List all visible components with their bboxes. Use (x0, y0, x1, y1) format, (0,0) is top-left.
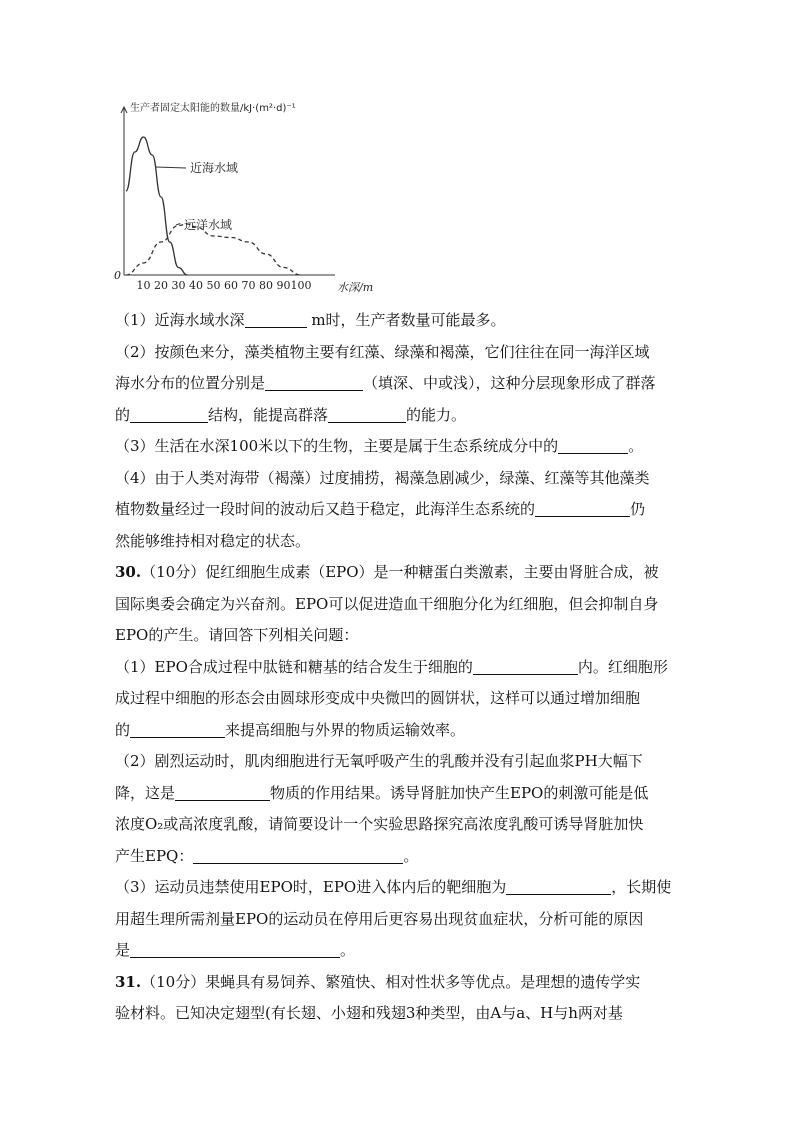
text-line (115, 337, 685, 369)
text-line (115, 746, 685, 778)
answer-blank[interactable] (175, 782, 270, 801)
text-segment: （1）EPO合成过程中肽链和糖基的结合发生于细胞的 (115, 657, 473, 676)
x-axis-label: 水深/m (337, 281, 374, 294)
text-segment: （10分）果蝇具有易饲养、繁殖快、相对性状多等优点。是理想的遗传学实 (141, 972, 641, 991)
text-segment: 内。红细胞形 (577, 657, 668, 676)
text-segment: 浓度O₂或高浓度乳酸，请简要设计一个实验思路探究高浓度乳酸可诱导肾脏加快 (115, 815, 644, 833)
text-segment: 。 (403, 846, 419, 865)
text-line (115, 683, 685, 715)
x-tick-label: 80 (259, 279, 273, 292)
text-segment: 降，这是 (115, 783, 176, 802)
answer-blank[interactable] (130, 719, 225, 738)
text-line (115, 841, 685, 873)
text-segment: （3）生活在水深100米以下的生物，主要是属于生态系统成分中的 (115, 437, 559, 455)
text-line (115, 809, 685, 841)
text-segment: （3）运动员违禁使用EPO时，EPO进入体内后的靶细胞为 (115, 878, 507, 896)
text-line (115, 557, 685, 589)
x-tick-label: 60 (224, 279, 238, 292)
text-segment: 海水分布的位置分别是 (115, 374, 266, 392)
chart-svg (110, 95, 374, 295)
question-text (115, 305, 685, 1030)
series-label-nearshore: 近海水域 (190, 161, 239, 175)
text-segment: 来提高细胞与外界的物质运输效率。 (225, 720, 466, 739)
leader-line (176, 224, 180, 226)
answer-blank[interactable] (193, 845, 403, 864)
text-segment: 物质的作用结果。诱导肾脏加快产生EPO的刺激可能是低 (270, 783, 649, 802)
answer-blank[interactable] (130, 939, 340, 958)
text-segment: ，长期使 (611, 878, 672, 896)
text-segment: （10分）促红细胞生成素（EPO）是一种糖蛋白类激素，主要由肾脏合成，被 (141, 563, 659, 581)
y-axis-label: 生产者固定太阳能的数量/kJ·(m²·d)⁻¹ (130, 103, 296, 114)
text-line (115, 494, 685, 526)
text-segment: 结构，能提高群落 (208, 405, 329, 424)
depth-energy-chart (110, 95, 374, 295)
text-segment: EPO的产生。请回答下列相关问题： (115, 626, 359, 644)
leader-line (156, 167, 186, 168)
text-line (115, 368, 685, 400)
question-number: 30. (115, 563, 142, 581)
text-line (115, 400, 685, 432)
text-line (115, 526, 685, 558)
text-segment: 的能力。 (406, 405, 467, 424)
text-line (115, 431, 685, 463)
text-line (115, 935, 685, 967)
text-segment: （2）剧烈运动时，肌肉细胞进行无氧呼吸产生的乳酸并没有引起血浆PH大幅下 (115, 752, 643, 770)
x-tick-label: 10 (136, 279, 151, 292)
text-segment: 然能够维持相对稳定的状态。 (115, 531, 311, 550)
text-line (115, 463, 685, 495)
x-tick-label: 50 (206, 279, 221, 292)
text-line (115, 589, 685, 621)
text-segment: 验材料。已知决定翅型(有长翅、小翅和残翅3种类型，由A与a、H与h两对基 (115, 1004, 623, 1022)
text-segment: 成过程中细胞的形态会由圆球形变成中央微凹的圆饼状，这样可以通过增加细胞 (115, 689, 641, 707)
text-segment: （填深、中或浅），这种分层现象形成了群落 (363, 374, 656, 392)
text-line (115, 305, 685, 337)
text-segment: （2）按颜色来分，藻类植物主要有红藻、绿藻和褐藻，它们往往在同一海洋区域 (115, 342, 650, 361)
x-tick-label: 90 (276, 279, 291, 292)
text-segment: 的 (115, 720, 131, 739)
text-line (115, 778, 685, 810)
x-tick-label: 20 (154, 279, 168, 292)
text-segment: 。 (340, 941, 356, 959)
answer-blank[interactable] (506, 876, 611, 895)
text-segment: （4）由于人类对海带（褐藻）过度捕捞，褐藻急剧减少，绿藻、红藻等其他藻类 (115, 468, 650, 487)
text-segment: 植物数量经过一段时间的波动后又趋于稳定，此海洋生态系统的 (115, 500, 536, 518)
text-line (115, 620, 685, 652)
text-line (115, 998, 685, 1030)
text-line (115, 652, 685, 684)
answer-blank[interactable] (245, 309, 307, 328)
x-tick-label: 40 (189, 279, 203, 292)
text-line (115, 872, 685, 904)
text-segment: 的 (115, 405, 131, 424)
series-line-nearshore (126, 137, 187, 275)
question-number: 31. (115, 972, 142, 991)
x-tick-label: 100 (290, 279, 312, 292)
text-segment: 。 (628, 437, 644, 455)
text-line (115, 967, 685, 999)
text-segment: 国际奥委会确定为兴奋剂。EPO可以促进造血干细胞分化为红细胞，但会抑制自身 (115, 594, 659, 613)
text-segment: （1）近海水域水深 (115, 311, 245, 329)
text-segment: 是 (115, 941, 131, 959)
x-tick-label: 70 (241, 279, 256, 292)
origin-label: 0 (114, 269, 121, 282)
answer-blank[interactable] (558, 435, 628, 454)
text-segment: 产生EPQ： (115, 846, 194, 865)
series-label-ocean: 远洋水域 (184, 218, 233, 232)
text-segment: 仍 (630, 500, 646, 518)
answer-blank[interactable] (328, 404, 406, 423)
answer-blank[interactable] (535, 498, 630, 517)
text-line (115, 904, 685, 936)
answer-blank[interactable] (473, 656, 578, 675)
text-segment: 用超生理所需剂量EPO的运动员在停用后更容易出现贫血症状，分析可能的原因 (115, 909, 644, 928)
text-segment: m时，生产者数量可能最多。 (306, 311, 506, 329)
x-tick-label: 30 (171, 279, 186, 292)
answer-blank[interactable] (130, 404, 208, 423)
answer-blank[interactable] (265, 372, 363, 391)
text-line (115, 715, 685, 747)
